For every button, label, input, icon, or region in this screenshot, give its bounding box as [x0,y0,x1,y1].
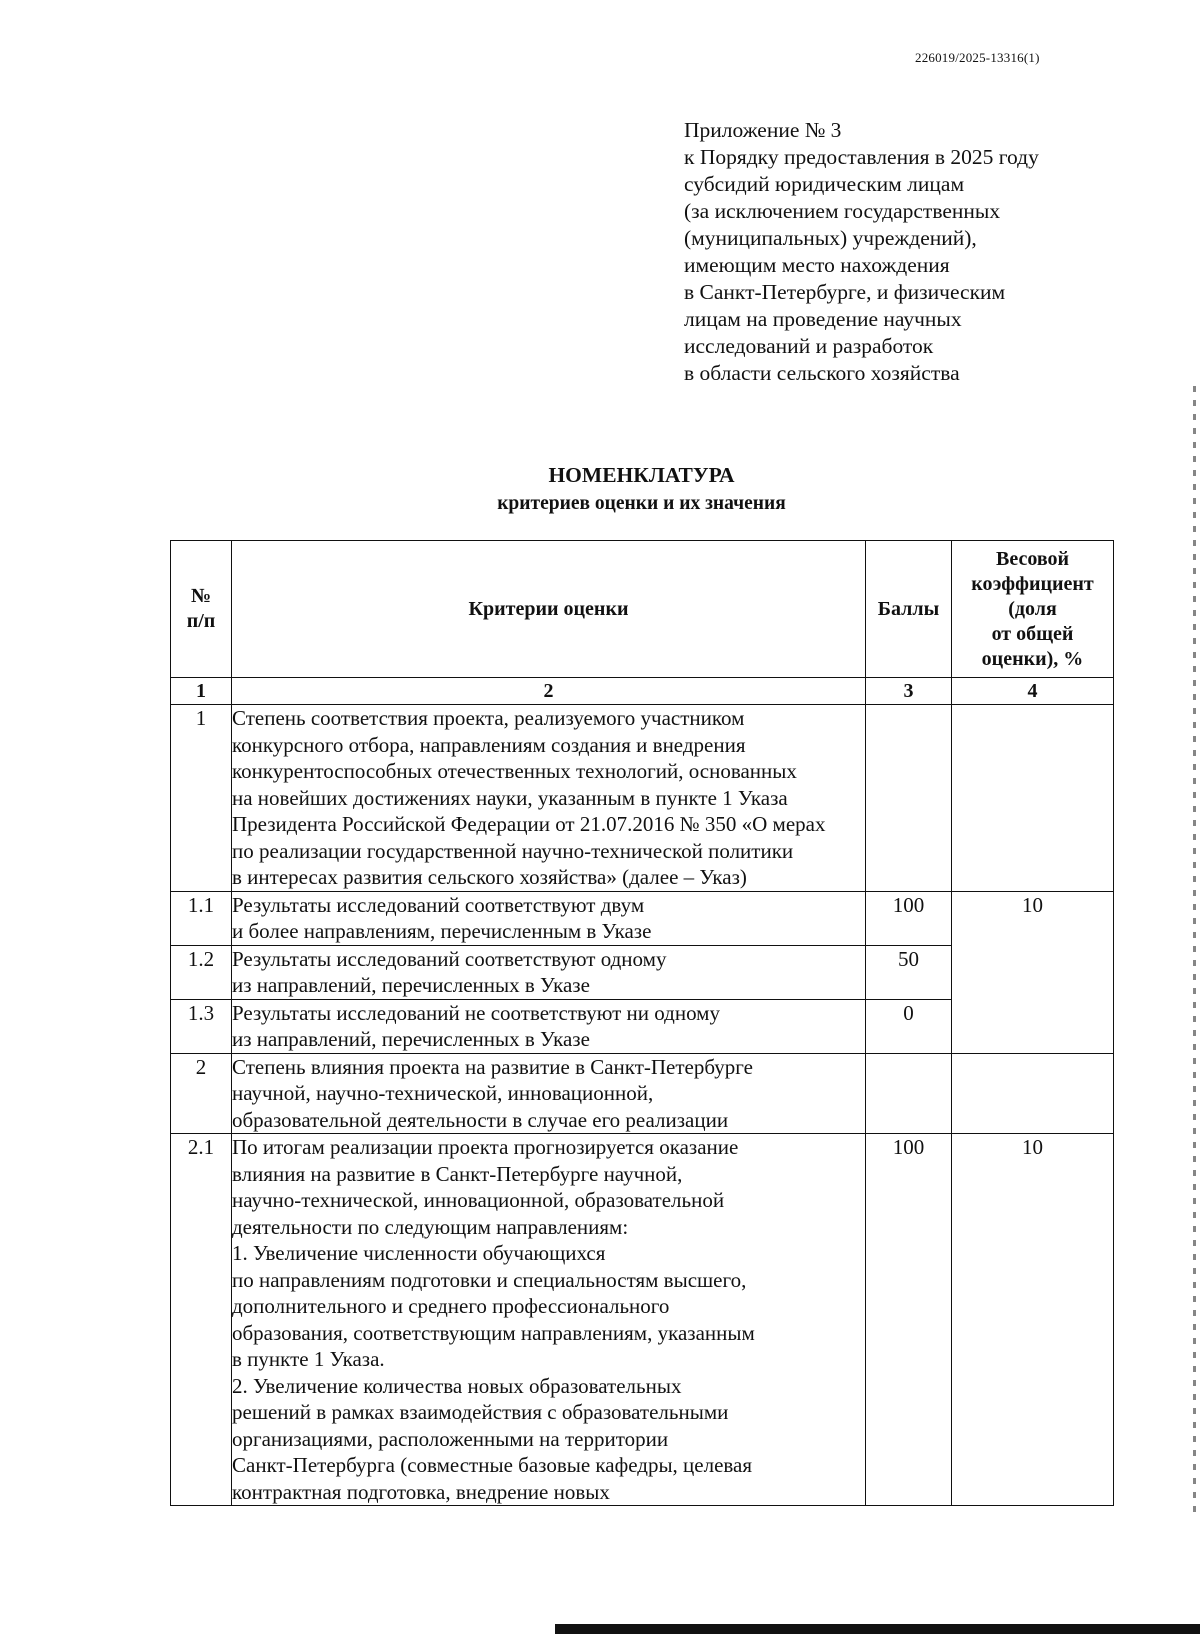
row-number: 1.1 [171,891,232,945]
column-number: 1 [171,678,232,705]
score-cell: 0 [866,999,952,1053]
table-header-row [171,541,1114,678]
column-number: 4 [952,678,1114,705]
appendix-line: исследований и разработок [684,334,934,358]
row-number: 2 [171,1053,232,1134]
appendix-line: субсидий юридическим лицам [684,172,965,196]
row-number: 1.3 [171,999,232,1053]
column-number-row [171,678,1114,705]
appendix-line: в Санкт-Петербурге, и физическим [684,280,1006,304]
document-id: 226019/2025-13316(1) [915,50,1040,65]
column-number: 3 [866,678,952,705]
table-row [171,891,1114,945]
appendix-note [684,117,1184,387]
appendix-line: в области сельского хозяйства [684,361,960,385]
score-cell [866,705,952,892]
weight-cell: 10 [952,1134,1114,1506]
score-cell: 100 [866,891,952,945]
criteria-table [170,540,1114,1506]
criterion-text: Результаты исследований соответствуют двум и более направлениям, перечисленным в Указе [232,891,866,945]
criterion-text: По итогам реализации проекта прогнозируется оказание влияния на развитие в Санкт-Петербурге научной, научно-технической, инновационной, образовательной деятельности по следующим направлениям: 1. Увеличение численности обучающихся по направлениям подготовки и специальностям высшего, дополнительного и среднего профессионального образования, соответствующим направлениям, указанным в пункте 1 Указа. 2. Увеличение количества новых образовательных решений в рамках взаимодействия с образовательными организациями, расположенными на территории Санкт-Петербурга (совместные базовые кафедры, целевая контрактная подготовка, внедрение новых [232,1134,866,1506]
criterion-text: Степень влияния проекта на развитие в Санкт-Петербурге научной, научно-технической, инновационной, образовательной деятельности в случае его реализации [232,1053,866,1134]
appendix-line: имеющим место нахождения [684,253,950,277]
scan-edge-mark [1193,386,1196,1516]
score-cell [866,1053,952,1134]
table-row [171,1134,1114,1506]
criterion-text: Результаты исследований не соответствуют ни одному из направлений, перечисленных в Указе [232,999,866,1053]
row-number: 1.2 [171,945,232,999]
appendix-line: (муниципальных) учреждений), [684,226,977,250]
appendix-line: лицам на проведение научных [684,307,962,331]
score-cell: 50 [866,945,952,999]
document-subtitle: критериев оценки и их значения [497,493,786,514]
header-weight: Весовой коэффициент (доля от общей оценки), % [952,541,1114,678]
criterion-text: Степень соответствия проекта, реализуемого участником конкурсного отбора, направлениям создания и внедрения конкурентоспособных отечественных технологий, основанных на новейших достижениях науки, указанным в пункте 1 Указа Президента Российской Федерации от 21.07.2016 № 350 «О мерах по реализации государственной научно-технической политики в интересах развития сельского хозяйства» (далее – Указ) [232,705,866,892]
weight-cell [952,1053,1114,1134]
row-number: 2.1 [171,1134,232,1506]
scan-bottom-bar [555,1624,1200,1634]
header-criteria: Критерии оценки [232,541,866,678]
document-title: НОМЕНКЛАТУРА [548,463,735,487]
header-no: № п/п [171,541,232,678]
criterion-text: Результаты исследований соответствуют одному из направлений, перечисленных в Указе [232,945,866,999]
appendix-line: к Порядку предоставления в 2025 году [684,145,1039,169]
header-score: Баллы [866,541,952,678]
table-row [171,705,1114,892]
appendix-line: (за исключением государственных [684,199,1001,223]
score-cell: 100 [866,1134,952,1506]
weight-cell: 10 [952,891,1114,1053]
column-number: 2 [232,678,866,705]
weight-cell [952,705,1114,892]
appendix-line: Приложение № 3 [684,118,842,142]
table-row [171,1053,1114,1134]
row-number: 1 [171,705,232,892]
